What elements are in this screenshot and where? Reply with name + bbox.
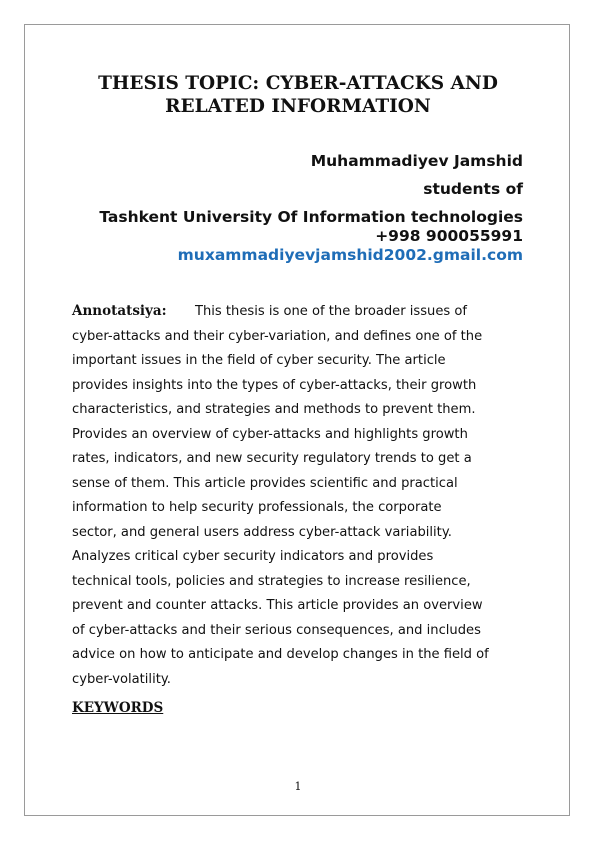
title-line: RELATED INFORMATION <box>165 96 431 117</box>
abstract-line: provides insights into the types of cyber-attacks, their growth <box>72 377 477 393</box>
abstract-line: prevent and counter attacks. This article provides an overview <box>72 598 483 613</box>
abstract-line: cyber-volatility. <box>72 671 171 687</box>
abstract-line: of cyber-attacks and their serious consequences, and includes <box>72 622 481 638</box>
abstract-label: Annotatsiya: <box>72 303 167 319</box>
page-number: 1 <box>294 780 302 793</box>
abstract-line: advice on how to anticipate and develop changes in the field of <box>72 647 489 662</box>
author-email-link[interactable]: muxammadiyevjamshid2002.gmail.com <box>177 246 523 264</box>
author-block <box>99 152 523 265</box>
abstract-line: information to help security professionals, the corporate <box>72 500 442 515</box>
abstract-line: characteristics, and strategies and methods to prevent them. <box>72 402 476 417</box>
abstract-line: This thesis is one of the broader issues of <box>194 304 468 319</box>
abstract-line: rates, indicators, and new security regulatory trends to get a <box>72 451 472 466</box>
title-line: THESIS TOPIC: CYBER-ATTACKS AND <box>98 73 498 94</box>
keywords-heading: KEYWORDS <box>72 700 164 716</box>
abstract-line: Analyzes critical cyber security indicators and provides <box>72 549 434 564</box>
author-role: students of <box>423 180 523 198</box>
abstract <box>72 299 524 692</box>
author-institution: Tashkent University Of Information technologies <box>99 208 523 226</box>
abstract-line: sector, and general users address cyber-attack variability. <box>72 524 452 540</box>
abstract-first-line <box>72 299 524 325</box>
abstract-line: Provides an overview of cyber-attacks and highlights growth <box>72 426 468 442</box>
author-name: Muhammadiyev Jamshid <box>310 152 523 170</box>
author-phone: +998 900055991 <box>375 227 523 245</box>
thesis-title <box>40 72 556 118</box>
abstract-line: cyber-attacks and their cyber-variation, and defines one of the <box>72 328 483 344</box>
abstract-line: important issues in the field of cyber security. The article <box>72 353 446 368</box>
abstract-line: sense of them. This article provides scientific and practical <box>72 475 458 491</box>
abstract-line: technical tools, policies and strategies to increase resilience, <box>72 573 471 589</box>
